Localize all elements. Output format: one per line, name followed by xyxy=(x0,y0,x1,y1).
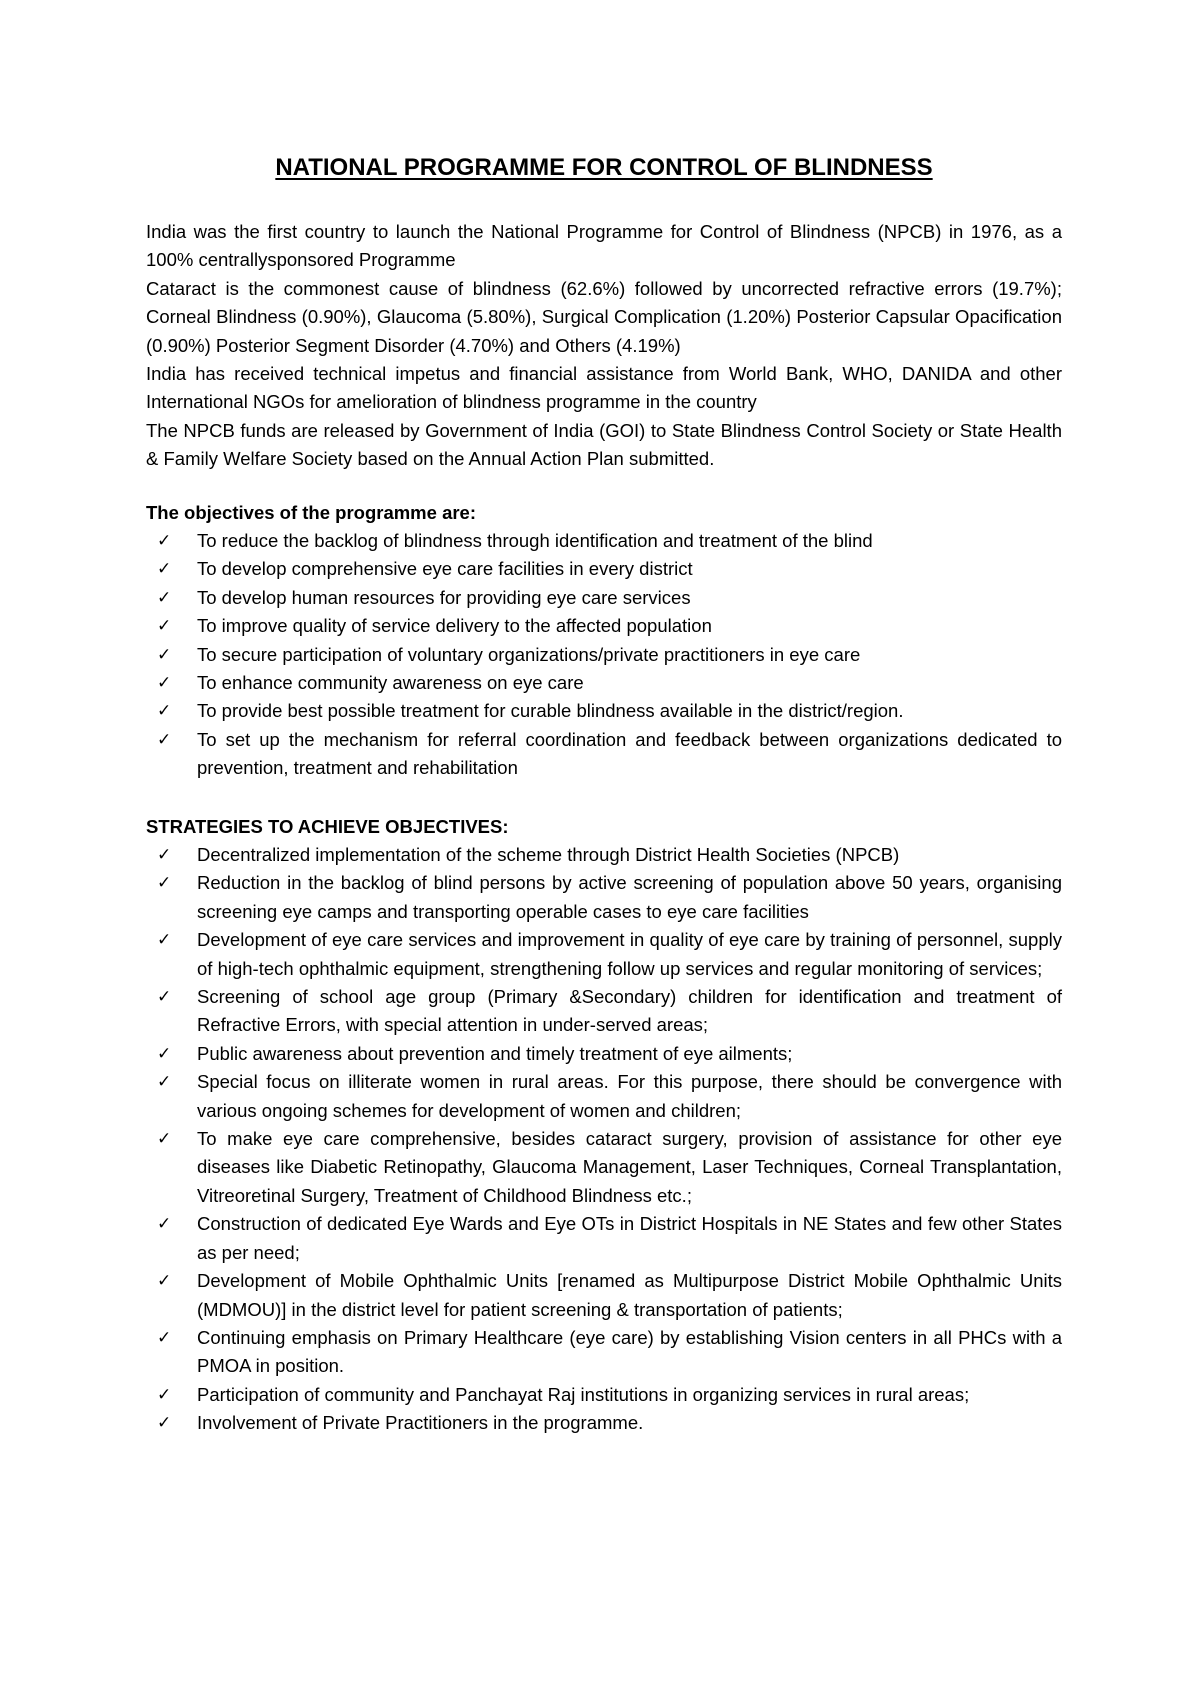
strategy-text: Special focus on illiterate women in rural areas. For this purpose, there should be convergence with various ongoing schemes for development of women and children; xyxy=(197,1071,1062,1121)
objective-text: To provide best possible treatment for curable blindness available in the district/region. xyxy=(197,700,904,722)
strategy-text: Reduction in the backlog of blind persons by active screening of population above 50 years, organising screening eye camps and transporting operable cases to eye care facilities xyxy=(197,872,1062,922)
strategy-item xyxy=(146,1210,1062,1267)
strategy-text: Continuing emphasis on Primary Healthcare (eye care) by establishing Vision centers in all PHCs with a PMOA in position. xyxy=(197,1326,1062,1377)
strategy-text: Decentralized implementation of the scheme through District Health Societies (NPCB) xyxy=(197,844,900,865)
objective-item xyxy=(146,555,1062,583)
strategy-item xyxy=(146,1267,1062,1324)
checkmark-icon: ✓ xyxy=(157,1214,172,1235)
checkmark-icon: ✓ xyxy=(157,644,172,665)
strategy-text: Participation of community and Panchayat Raj institutions in organizing services in rural areas; xyxy=(197,1383,970,1405)
strategy-text: Development of eye care services and improvement in quality of eye care by training of personnel, supply of high-tech ophthalmic equipment, strengthening follow up services and regular monitoring of services; xyxy=(197,929,1062,979)
checkmark-icon: ✓ xyxy=(157,845,172,865)
objective-text: To improve quality of service delivery to the affected population xyxy=(197,615,712,637)
checkmark-icon: ✓ xyxy=(157,1129,172,1150)
strategy-item xyxy=(146,983,1062,1040)
objective-item xyxy=(146,726,1062,783)
objective-item xyxy=(146,669,1062,697)
strategy-text: Public awareness about prevention and timely treatment of eye ailments; xyxy=(197,1042,793,1064)
objective-text: To secure participation of voluntary organizations/private practitioners in eye care xyxy=(197,643,861,665)
intro-paragraph: India was the first country to launch the National Programme for Control of Blindness (NPCB) in 1976, as a 100% centrallysponsored Programme xyxy=(146,221,1062,271)
strategy-item xyxy=(146,1409,1062,1437)
checkmark-icon: ✓ xyxy=(157,559,172,580)
objective-item xyxy=(146,697,1062,725)
checkmark-icon: ✓ xyxy=(157,1072,172,1093)
checkmark-icon: ✓ xyxy=(157,701,172,722)
strategy-item xyxy=(146,1125,1062,1210)
objective-text: To enhance community awareness on eye care xyxy=(197,672,584,694)
objective-item xyxy=(146,641,1062,669)
objective-text: To reduce the backlog of blindness through identification and treatment of the blind xyxy=(197,530,873,551)
checkmark-icon: ✓ xyxy=(157,1271,172,1292)
objective-item xyxy=(146,584,1062,612)
checkmark-icon: ✓ xyxy=(157,930,172,951)
strategies-heading: STRATEGIES TO ACHIEVE OBJECTIVES: xyxy=(146,816,509,837)
document-page xyxy=(146,0,1062,1698)
objective-item xyxy=(146,527,1062,555)
checkmark-icon: ✓ xyxy=(157,873,172,894)
checkmark-icon: ✓ xyxy=(157,729,172,750)
strategy-item xyxy=(146,1324,1062,1381)
page-title: NATIONAL PROGRAMME FOR CONTROL OF BLINDNESS xyxy=(275,154,933,181)
objective-text: To develop comprehensive eye care facilities in every district xyxy=(197,558,693,580)
intro-section xyxy=(146,218,1062,474)
strategy-text: Construction of dedicated Eye Wards and Eye OTs in District Hospitals in NE States and few other States as per need; xyxy=(197,1213,1062,1263)
strategy-text: To make eye care comprehensive, besides cataract surgery, provision of assistance for other eye diseases like Diabetic Retinopathy, Glaucoma Management, Laser Techniques, Corneal Transplantation, Vitreoretinal Surgery, Treatment of Childhood Blindness etc.; xyxy=(197,1128,1062,1206)
objective-text: To develop human resources for providing eye care services xyxy=(197,586,691,608)
checkmark-icon: ✓ xyxy=(157,673,172,694)
objectives-list xyxy=(146,527,1062,783)
checkmark-icon: ✓ xyxy=(157,587,172,608)
checkmark-icon: ✓ xyxy=(157,1384,172,1405)
intro-paragraph: Cataract is the commonest cause of blindness (62.6%) followed by uncorrected refractive errors (19.7%); Corneal Blindness (0.90%), Glaucoma (5.80%), Surgical Complication (1.20%) Posterior Capsular Opacification (0.90%) Posterior Segment Disorder (4.70%) and Others (4.19%) xyxy=(146,277,1062,356)
checkmark-icon: ✓ xyxy=(157,987,172,1008)
checkmark-icon: ✓ xyxy=(157,1043,172,1064)
strategy-item xyxy=(146,1381,1062,1409)
checkmark-icon: ✓ xyxy=(157,531,172,551)
objective-item xyxy=(146,612,1062,640)
checkmark-icon: ✓ xyxy=(157,1327,172,1348)
objective-text: To set up the mechanism for referral coordination and feedback between organizations dedicated to prevention, treatment and rehabilitation xyxy=(197,728,1062,779)
intro-paragraph: India has received technical impetus and financial assistance from World Bank, WHO, DANIDA and other International NGOs for amelioration of blindness programme in the country xyxy=(146,363,1062,413)
checkmark-icon: ✓ xyxy=(157,1413,172,1434)
strategy-text: Involvement of Private Practitioners in the programme. xyxy=(197,1412,644,1434)
strategy-item xyxy=(146,869,1062,926)
strategies-list xyxy=(146,841,1062,1438)
strategy-item xyxy=(146,841,1062,869)
strategy-item xyxy=(146,926,1062,983)
checkmark-icon: ✓ xyxy=(157,616,172,637)
strategy-text: Screening of school age group (Primary &Secondary) children for identification and treatment of Refractive Errors, with special attention in under-served areas; xyxy=(197,986,1062,1036)
strategy-item xyxy=(146,1040,1062,1068)
strategy-item xyxy=(146,1068,1062,1125)
objectives-heading: The objectives of the programme are: xyxy=(146,502,477,523)
intro-paragraph: The NPCB funds are released by Government of India (GOI) to State Blindness Control Society or State Health & Family Welfare Society based on the Annual Action Plan submitted. xyxy=(146,419,1062,470)
strategy-text: Development of Mobile Ophthalmic Units [renamed as Multipurpose District Mobile Ophthalmic Units (MDMOU)] in the district level for patient screening & transportation of patients; xyxy=(197,1270,1062,1320)
